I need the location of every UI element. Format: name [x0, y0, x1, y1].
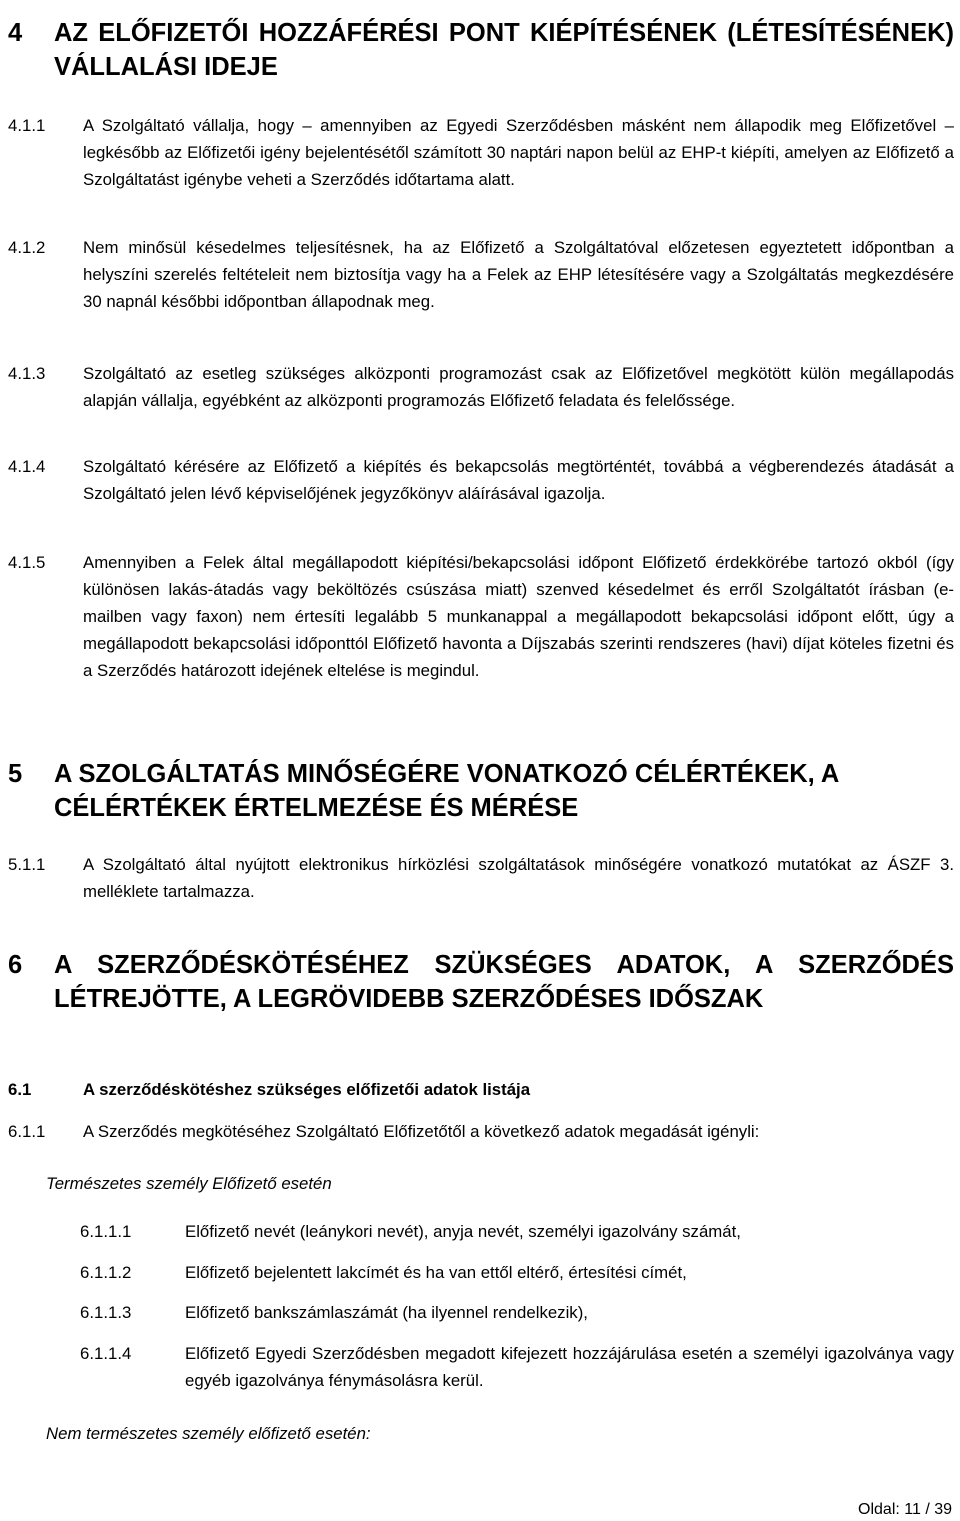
section-5-heading: [8, 757, 954, 825]
section-6-heading: [8, 948, 954, 1016]
list-item: [8, 1259, 954, 1286]
paragraph-number: 4.1.5: [8, 553, 46, 572]
subsection-6-1-heading: [8, 1076, 954, 1103]
paragraph-4-1-2: [8, 234, 954, 315]
paragraph-text: A Szolgáltató által nyújtott elektronikus hírközlési szolgáltatások minőségére vonatkozó mutatókat az ÁSZF 3. melléklete tartalmazza.: [83, 855, 954, 901]
list-item: [8, 1340, 954, 1394]
section-title: A SZERZŐDÉSKÖTÉSÉHEZ SZÜKSÉGES ADATOK, A SZERZŐDÉS LÉTREJÖTTE, A LEGRÖVIDEBB SZERZŐDÉSES IDŐSZAK: [54, 951, 954, 1013]
paragraph-number: 4.1.2: [8, 238, 46, 257]
paragraph-text: Szolgáltató az esetleg szükséges alközponti programozást csak az Előfizetővel megkötött külön megállapodás alapján vállalja, egyébként az alközponti programozás Előfizető feladata és felelőssége.: [83, 364, 954, 410]
paragraph-number: 6.1.1: [8, 1122, 46, 1141]
item-number: 6.1.1.3: [80, 1303, 132, 1322]
paragraph-5-1-1: [8, 851, 954, 905]
natural-person-heading: Természetes személy Előfizető esetén: [46, 1174, 332, 1193]
item-text: Előfizető bejelentett lakcímét és ha van ettől eltérő, értesítési címét,: [185, 1263, 687, 1282]
section-number: 4: [8, 19, 23, 47]
document-page: [8, 0, 954, 1521]
paragraph-number: 4.1.4: [8, 457, 46, 476]
subsection-title: A szerződéskötéshez szükséges előfizetői adatok listája: [83, 1080, 531, 1099]
paragraph-text: Szolgáltató kérésére az Előfizető a kiépítés és bekapcsolás megtörténtét, továbbá a végberendezés átadását a Szolgáltató jelen lévő képviselőjének jegyzőkönyv aláírásával igazolja.: [83, 457, 954, 503]
paragraph-4-1-4: [8, 453, 954, 507]
subsection-number: 6.1: [8, 1080, 32, 1099]
item-text: Előfizető nevét (leánykori nevét), anyja nevét, személyi igazolvány számát,: [185, 1222, 741, 1241]
page-number: Oldal: 11 / 39: [858, 1501, 952, 1518]
item-number: 6.1.1.4: [80, 1344, 132, 1363]
item-text: Előfizető Egyedi Szerződésben megadott kifejezett hozzájárulása esetén a személyi igazolványa vagy egyéb igazolványa fénymásolásra kerül.: [185, 1344, 954, 1390]
paragraph-6-1-1: [8, 1118, 954, 1145]
paragraph-number: 4.1.3: [8, 364, 46, 383]
item-text: Előfizető bankszámlaszámát (ha ilyennel rendelkezik),: [185, 1303, 588, 1322]
section-4-heading: [8, 16, 954, 84]
paragraph-4-1-1: [8, 112, 954, 193]
paragraph-number: 4.1.1: [8, 116, 46, 135]
item-number: 6.1.1.2: [80, 1263, 132, 1282]
paragraph-text: Amennyiben a Felek által megállapodott kiépítési/bekapcsolási időpont Előfizető érdekkörébe tartozó okból (így különösen lakás-átadás vagy beköltözés csúszása miatt) szenved késedelmet és erről Szolgáltatót írásban (e-mailben vagy faxon) nem értesíti legalább 5 munkanappal a megállapodott bekapcsolási időpont előtt, úgy a megállapodott bekapcsolási időponttól Előfizető havonta a Díjszabás szerinti rendszeres (havi) díjat köteles fizetni és a Szerződés határozott idejének eltelése is megindul.: [83, 553, 954, 680]
paragraph-text: Nem minősül késedelmes teljesítésnek, ha az Előfizető a Szolgáltatóval előzetesen egyeztetett időpontban a helyszíni szerelés feltételeit nem biztosítja vagy ha a Felek az EHP létesítésére vagy a Szolgáltatás megkezdésére 30 napnál későbbi időpontban állapodnak meg.: [83, 238, 954, 311]
section-title: A SZOLGÁLTATÁS MINŐSÉGÉRE VONATKOZÓ CÉLÉRTÉKEK, A CÉLÉRTÉKEK ÉRTELMEZÉSE ÉS MÉRÉSE: [54, 760, 839, 822]
non-natural-person-heading: Nem természetes személy előfizető esetén:: [46, 1424, 371, 1443]
section-number: 6: [8, 951, 23, 979]
paragraph-number: 5.1.1: [8, 855, 46, 874]
paragraph-text: A Szerződés megkötéséhez Szolgáltató Előfizetőtől a következő adatok megadását igényli:: [83, 1122, 760, 1141]
section-title: AZ ELŐFIZETŐI HOZZÁFÉRÉSI PONT KIÉPÍTÉSÉNEK (LÉTESÍTÉSÉNEK) VÁLLALÁSI IDEJE: [54, 19, 954, 81]
section-number: 5: [8, 760, 23, 788]
paragraph-text: A Szolgáltató vállalja, hogy – amennyiben az Egyedi Szerződésben másként nem állapodik meg Előfizetővel – legkésőbb az Előfizetői igény bejelentésétől számított 30 naptári napon belül az EHP-t kiépíti, amelyen az Előfizető a Szolgáltatást igénybe veheti a Szerződés időtartama alatt.: [83, 116, 954, 189]
item-number: 6.1.1.1: [80, 1222, 132, 1241]
list-item: [8, 1218, 954, 1245]
paragraph-4-1-5: [8, 549, 954, 684]
list-item: [8, 1299, 954, 1326]
paragraph-4-1-3: [8, 360, 954, 414]
